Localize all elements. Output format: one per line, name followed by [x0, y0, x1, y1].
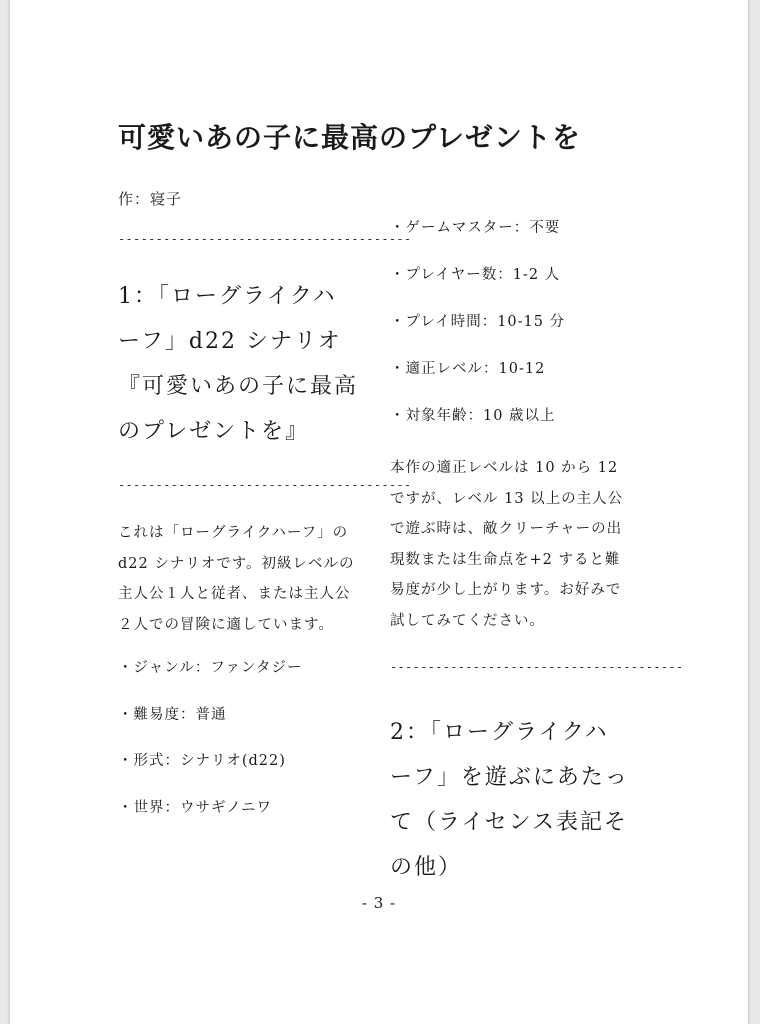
- author-line: 作：寝子: [118, 190, 183, 208]
- section-divider: ---------------------------------------: [118, 478, 412, 492]
- section-2-heading: 2：「ローグライクハーフ」を遊ぶにあたって（ライセンス表記その他）: [390, 720, 629, 880]
- section-divider: ---------------------------------------: [118, 232, 412, 246]
- intro-paragraph: これは「ローグライクハーフ」の d22 シナリオです。初級レベルの主人公１人と従者、または主人公２人での冒険に適しています。: [118, 525, 355, 633]
- list-item: ・難易度：普通: [118, 706, 227, 723]
- list-item: ・対象年齢：10 歳以上: [390, 408, 556, 424]
- document-page: [10, 0, 748, 1024]
- page-number: - 3 -: [361, 894, 397, 912]
- list-item: ・プレイ時間：10-15 分: [390, 314, 566, 330]
- document-title: 可愛いあの子に最高のプレゼントを: [118, 121, 581, 154]
- list-item: ・世界：ウサギノニワ: [118, 799, 272, 816]
- level-note-paragraph: 本作の適正レベルは 10 から 12 ですが、レベル 13 以上の主人公で遊ぶ時は、敵クリーチャーの出現数または生命点を+2 すると難易度が少し上がります。お好みで試してみてください。: [390, 460, 624, 629]
- play-info-list: [390, 218, 630, 453]
- list-item: ・プレイヤー数：1-2 人: [390, 267, 561, 283]
- list-item: ・形式：シナリオ(d22): [118, 753, 286, 769]
- list-item: ・ジャンル：ファンタジー: [118, 660, 303, 676]
- section-divider: ---------------------------------------: [390, 660, 684, 674]
- section-1-heading: 1：「ローグライクハーフ」d22 シナリオ『可愛いあの子に最高のプレゼントを』: [118, 284, 359, 444]
- list-item: ・ゲームマスター：不要: [390, 220, 561, 236]
- left-column: [118, 230, 412, 844]
- scenario-info-list: [118, 658, 358, 844]
- right-column: [390, 220, 684, 912]
- list-item: ・適正レベル：10-12: [390, 361, 546, 377]
